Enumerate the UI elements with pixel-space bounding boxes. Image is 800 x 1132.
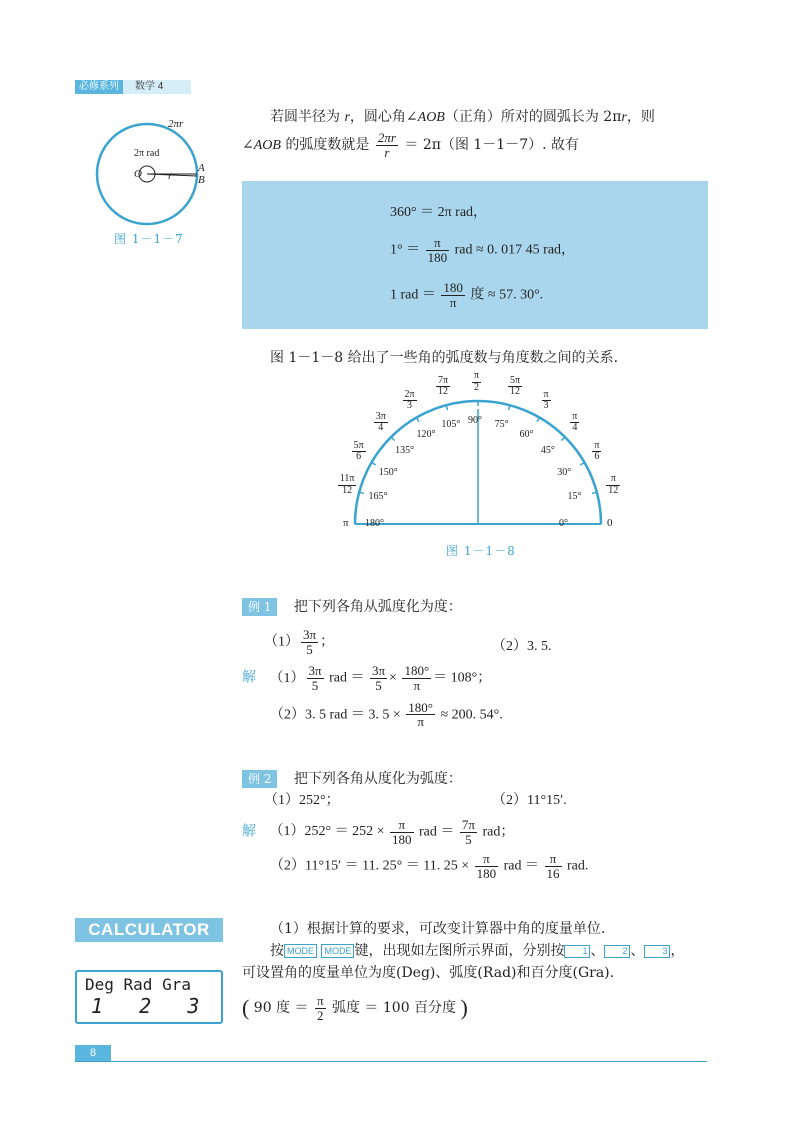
mode-key: MODE [321,944,354,958]
footer-rule [75,1061,707,1062]
denominator: 4 [378,422,384,434]
formula-360: 360° ＝ 2π rad， [390,205,488,220]
numerator: 3π [375,410,386,422]
calc-line-1: （1）根据计算的要求，可改变计算器中角的度量单位. [270,921,606,937]
example-2-solution-2: （2）11°15′ ＝ 11. 25° ＝ 11. 25 × $\frac{\pi}{180}$ rad ＝ $\frac{\pi}{16}$ rad. [270,851,589,881]
angle-rad-label: 2π rad [134,148,160,159]
degree-label: 60° [519,428,534,440]
intro-line-2: ∠AOB 的弧度数就是 $\frac{2\pi r}{r}$ ＝ 2π（图 1－1－7）. 故有 [242,130,580,160]
example-2 [242,768,712,881]
series-label: 必修系列 [75,80,123,94]
figure-1-1-7 [90,112,220,247]
fig118-intro: 图 1－1－8 给出了一些角的弧度数与角度数之间的关系. [270,350,619,366]
example-2-title-row [242,768,712,790]
formula-1-degree: 1° ＝ $\frac{\pi}{180}$ rad ≈ 0. 017 45 rad， [390,235,576,265]
formula-1-rad: 1 rad ＝ $\frac{180}{\pi}$ 度 ≈ 57. 30°. [390,280,544,310]
denominator: 6 [594,451,600,462]
header-bar [75,80,191,94]
arc-length-label: 2πr [168,118,184,130]
denominator: 12 [342,484,353,496]
example-label: 例 1 [242,598,277,616]
radian-fraction-label [606,474,620,496]
solution-label: 解 [242,823,256,840]
denominator: 2 [474,381,480,393]
example-title: 把下列各角从度化为弧度： [293,771,462,787]
degree-label: 150° [378,466,398,478]
fraction: $\frac{3\pi}{5}$ [308,663,322,693]
fraction: $\frac{3\pi}{5}$ [303,627,317,657]
radian-fraction-label [592,441,601,463]
degree-label: 165° [368,491,388,503]
denominator: 4 [572,422,578,434]
fraction: $\frac{3\pi}{5}$ [371,663,386,693]
fraction: $\frac{\pi}{16}$ [546,851,560,881]
subject-label: 数学 4 [135,81,164,92]
numerator: π [606,474,620,486]
tick-mark [391,437,395,441]
intro-line-1: 若圆半径为 r，圆心角∠AOB（正角）所对的圆弧长为 2πr，则 [270,109,655,125]
radian-fraction-label [436,376,450,398]
denominator: 3 [407,400,413,412]
radian-fraction-label [352,441,366,463]
formula-box [242,181,708,329]
denominator: 3 [543,400,549,412]
example-1 [242,596,712,729]
calculator-banner: CALCULATOR [75,918,223,942]
numerator: 2π [404,388,415,400]
fraction: $\frac{180^\circ}{\pi}$ [404,663,430,693]
numerator: 5π [509,374,521,386]
intro-paragraph [242,106,712,159]
denominator: 12 [438,386,449,398]
calculator-text [242,918,712,1022]
degree-label: 0° [559,518,568,529]
radian-fraction-label [570,412,579,434]
end-label-zero: 0 [607,517,613,529]
example-title: 把下列各角从弧度化为度： [293,599,462,615]
fraction: $\frac{180^\circ}{\pi}$ [408,699,433,730]
fraction: $\frac{\pi}{2}$ [316,993,324,1023]
example-1-solution-2: （2）3. 5 rad ＝ 3. 5 × $\frac{180^\circ}{\pi}$ ≈ 200. 54°. [270,699,503,730]
left-paren: ( [242,995,250,1021]
degree-label: 30° [557,466,572,478]
denominator: 12 [510,386,520,398]
degree-label: 180° [365,518,384,529]
radian-fraction-label [472,371,481,393]
degree-label: 15° [567,491,582,503]
fraction: $\frac{\pi}{180}$ [392,817,412,847]
example-2-solution-1: 解 （1）252° ＝ 252 × $\frac{\pi}{180}$ rad ＝ $\frac{7\pi}{5}$ rad； [242,817,515,847]
degree-label: 105° [441,418,461,430]
screen-bottom-line: 1 2 3 [91,994,200,1018]
point-b-label: B [198,174,205,186]
solution-label: 解 [242,669,256,686]
denominator: 6 [356,451,362,462]
fraction: $\frac{\pi}{180}$ [476,851,497,881]
numerator: π [543,388,549,400]
degree-label: 75° [494,418,509,430]
numerator: 7π [438,374,449,386]
radian-fraction-label [508,376,522,398]
radian-fraction-label [338,474,357,496]
page-number: 8 [75,1045,111,1061]
calc-line-2: 按 MODE MODE 键，出现如左图所示界面，分别按 1 、 2 、 3 ， [270,943,685,959]
key-3: 3 [644,945,670,958]
end-label-pi: π [343,517,349,529]
figure-1-1-8 [330,370,630,558]
numerator: 11π [339,473,355,485]
semicircle-diagram [330,376,630,536]
radius-r-label: r [168,170,173,182]
fraction: $\frac{7\pi}{5}$ [461,817,475,847]
example-2-questions: （1）252°； （2）11°15′. [264,793,567,808]
degree-label: 45° [540,445,555,457]
key-1: 1 [564,945,590,958]
screen-top-line: Deg Rad Gra [85,975,191,994]
example-label: 例 2 [242,770,277,788]
fraction: $\frac{2\pi r}{r}$ [377,130,396,160]
numerator: π [572,410,578,422]
example-1-questions: （1） $\frac{3\pi}{5}$ ； （2）3. 5. [264,627,552,657]
numerator: π [594,439,600,451]
degree-label: 90° [468,415,482,426]
radian-fraction-label [542,390,551,412]
example-1-solution-1: 解 （1） $\frac{3\pi}{5}$ rad ＝ $\frac{3\pi}{5}$ × $\frac{180^\circ}{\pi}$ ＝ 108°； [242,663,492,693]
numerator: 5π [353,439,364,451]
fraction: $\frac{180}{\pi}$ [443,280,463,310]
denominator: 12 [608,484,619,496]
mode-key: MODE [284,944,317,958]
calc-line-3: 可设置角的度量单位为度(Deg)、弧度(Rad)和百分度(Gra). [242,965,615,981]
radian-fraction-label [403,390,417,412]
key-2: 2 [604,945,630,958]
calc-note: ( 90 度 ＝ $\frac{\pi}{2}$ 弧度 ＝ 100 百分度 ) [242,993,468,1023]
fraction: $\frac{\pi}{180}$ [427,235,448,265]
example-1-title-row [242,596,712,618]
point-a-label: A [198,162,205,174]
center-o-label: O [134,168,142,180]
calculator-screen [75,970,223,1024]
numerator: π [474,370,480,381]
right-paren: ) [460,995,468,1021]
tick-mark [561,437,565,441]
radian-fraction-label [374,412,388,434]
degree-label: 135° [395,445,415,457]
figure-caption: 图 1－1－7 [114,232,184,246]
figure-caption: 图 1－1－8 [446,544,516,558]
degree-label: 120° [416,428,436,440]
